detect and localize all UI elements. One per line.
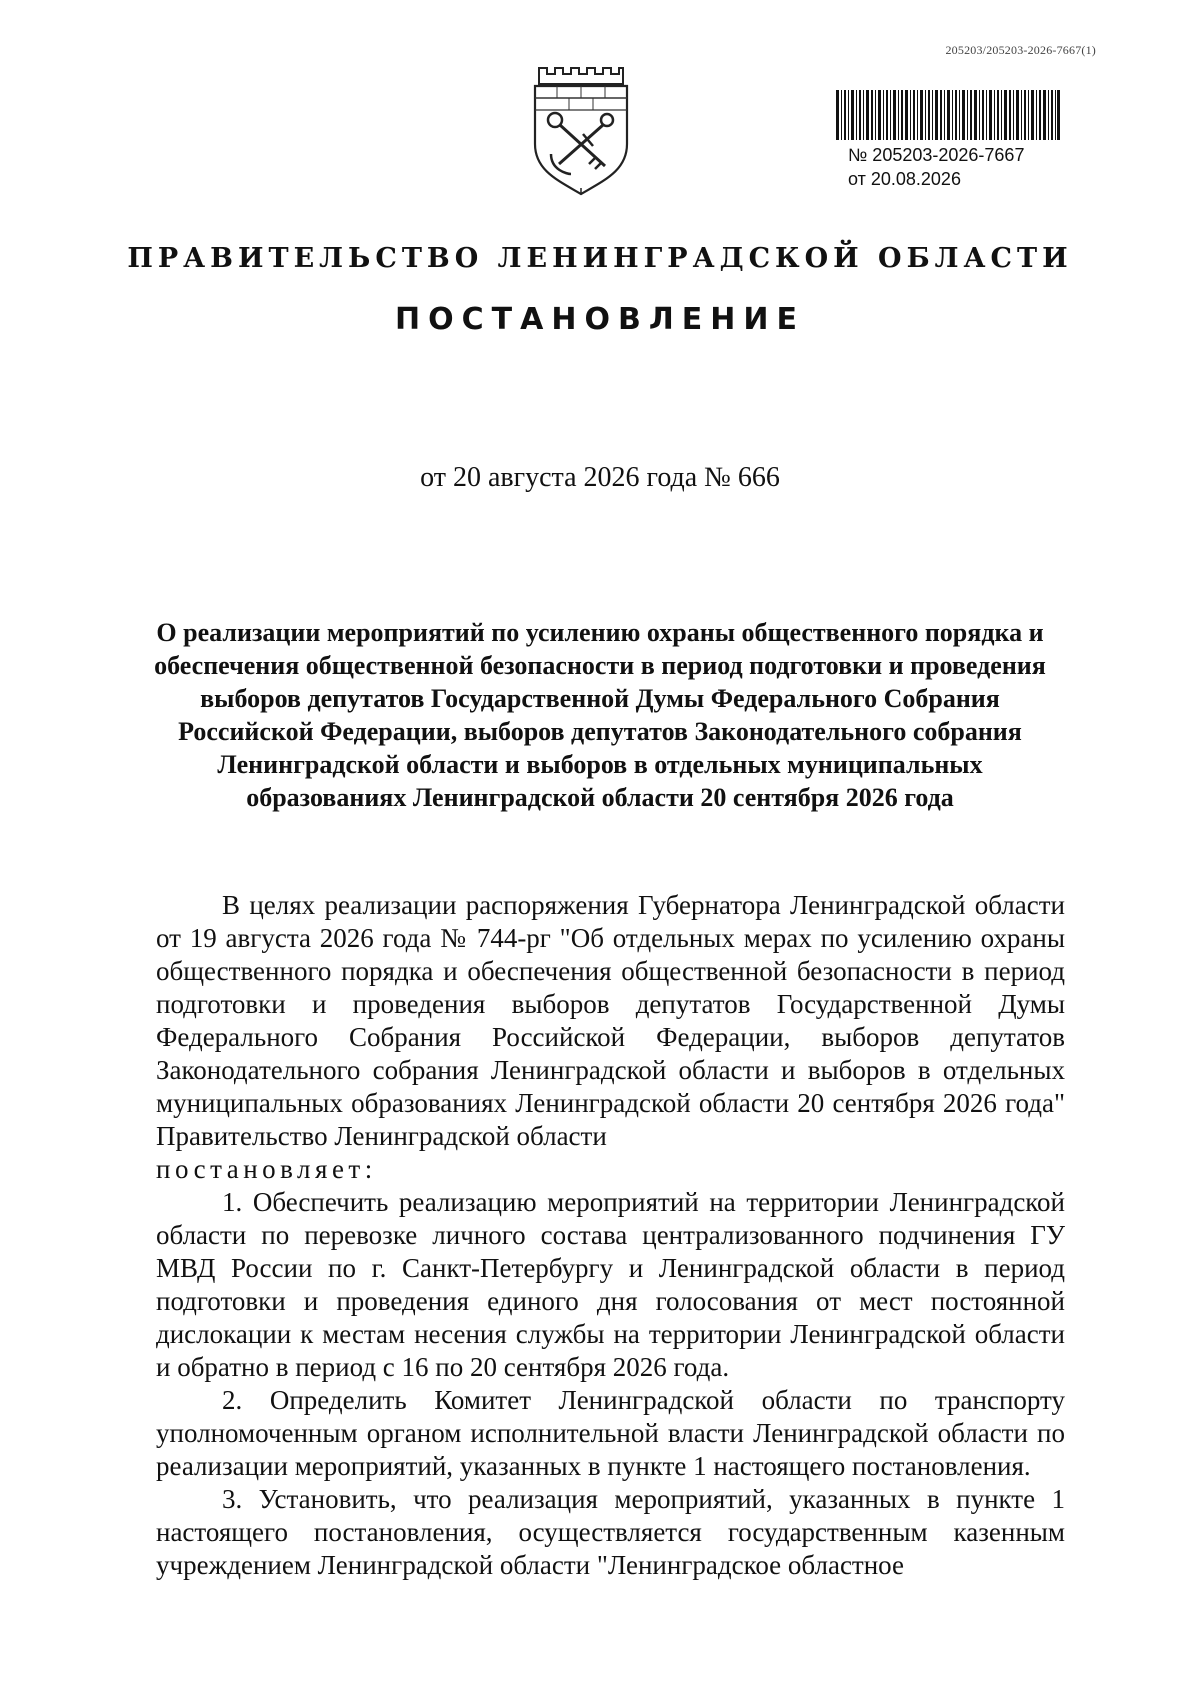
document-body bbox=[156, 889, 1065, 1582]
registration-number: № 205203-2026-7667 bbox=[848, 145, 1025, 165]
organization-title: ПРАВИТЕЛЬСТВО ЛЕНИНГРАДСКОЙ ОБЛАСТИ bbox=[127, 243, 1073, 274]
registration-date: от 20.08.2026 bbox=[848, 169, 961, 189]
document-type: ПОСТАНОВЛЕНИЕ bbox=[395, 302, 805, 337]
item-2-paragraph: 2. Определить Комитет Ленинградской области по транспорту уполномоченным органом исполнительной власти Ленинградской области по реализации мероприятий, указанных в пункте 1 настоящего постановления. bbox=[156, 1385, 1065, 1481]
coat-of-arms-icon bbox=[527, 58, 635, 196]
item-1-paragraph: 1. Обеспечить реализацию мероприятий на территории Ленинградской области по перевозке личного состава централизованного подчинения ГУ МВД России по г. Санкт-Петербургу и Ленинградской области в период подготовки и проведения единого дня голосования от мест постоянной дислокации к местам несения службы на территории Ленинградской области и обратно в период с 16 по 20 сентября 2026 года. bbox=[156, 1187, 1065, 1382]
resolves-text: постановляет: bbox=[156, 1154, 377, 1184]
barcode-icon bbox=[836, 90, 1060, 140]
preamble-paragraph: В целях реализации распоряжения Губернатора Ленинградской области от 19 августа 2026 года № 744-рг "Об отдельных мерах по усилению охраны общественного порядка и обеспечения общественной безопасности в период подготовки и проведения выборов депутатов Государственной Думы Федерального Собрания Российской Федерации, выборов депутатов Законодательного собрания Ленинградской области и выборов в отдельных муниципальных образованиях Ленинградской области 20 сентября 2026 года" Правительство Ленинградской области bbox=[156, 890, 1065, 1151]
document-id: 205203/205203-2026-7667(1) bbox=[945, 43, 1096, 57]
item-3-paragraph: 3. Установить, что реализация мероприятий, указанных в пункте 1 настоящего постановления, осуществляется государственным казенным учреждением Ленинградской области "Ленинградское областное bbox=[156, 1484, 1065, 1580]
document-date: от 20 августа 2026 года № 666 bbox=[420, 462, 780, 493]
document-subject: О реализации мероприятий по усилению охраны общественного порядка и обеспечения общественной безопасности в период подготовки и проведения выборов депутатов Государственной Думы Федерального Собрания Российской Федерации, выборов депутатов Законодательного собрания Ленинградской области и выборов в отдельных муниципальных образованиях Ленинградской области 20 сентября 2026 года bbox=[154, 618, 1046, 812]
resolves-paragraph bbox=[156, 1153, 1065, 1186]
